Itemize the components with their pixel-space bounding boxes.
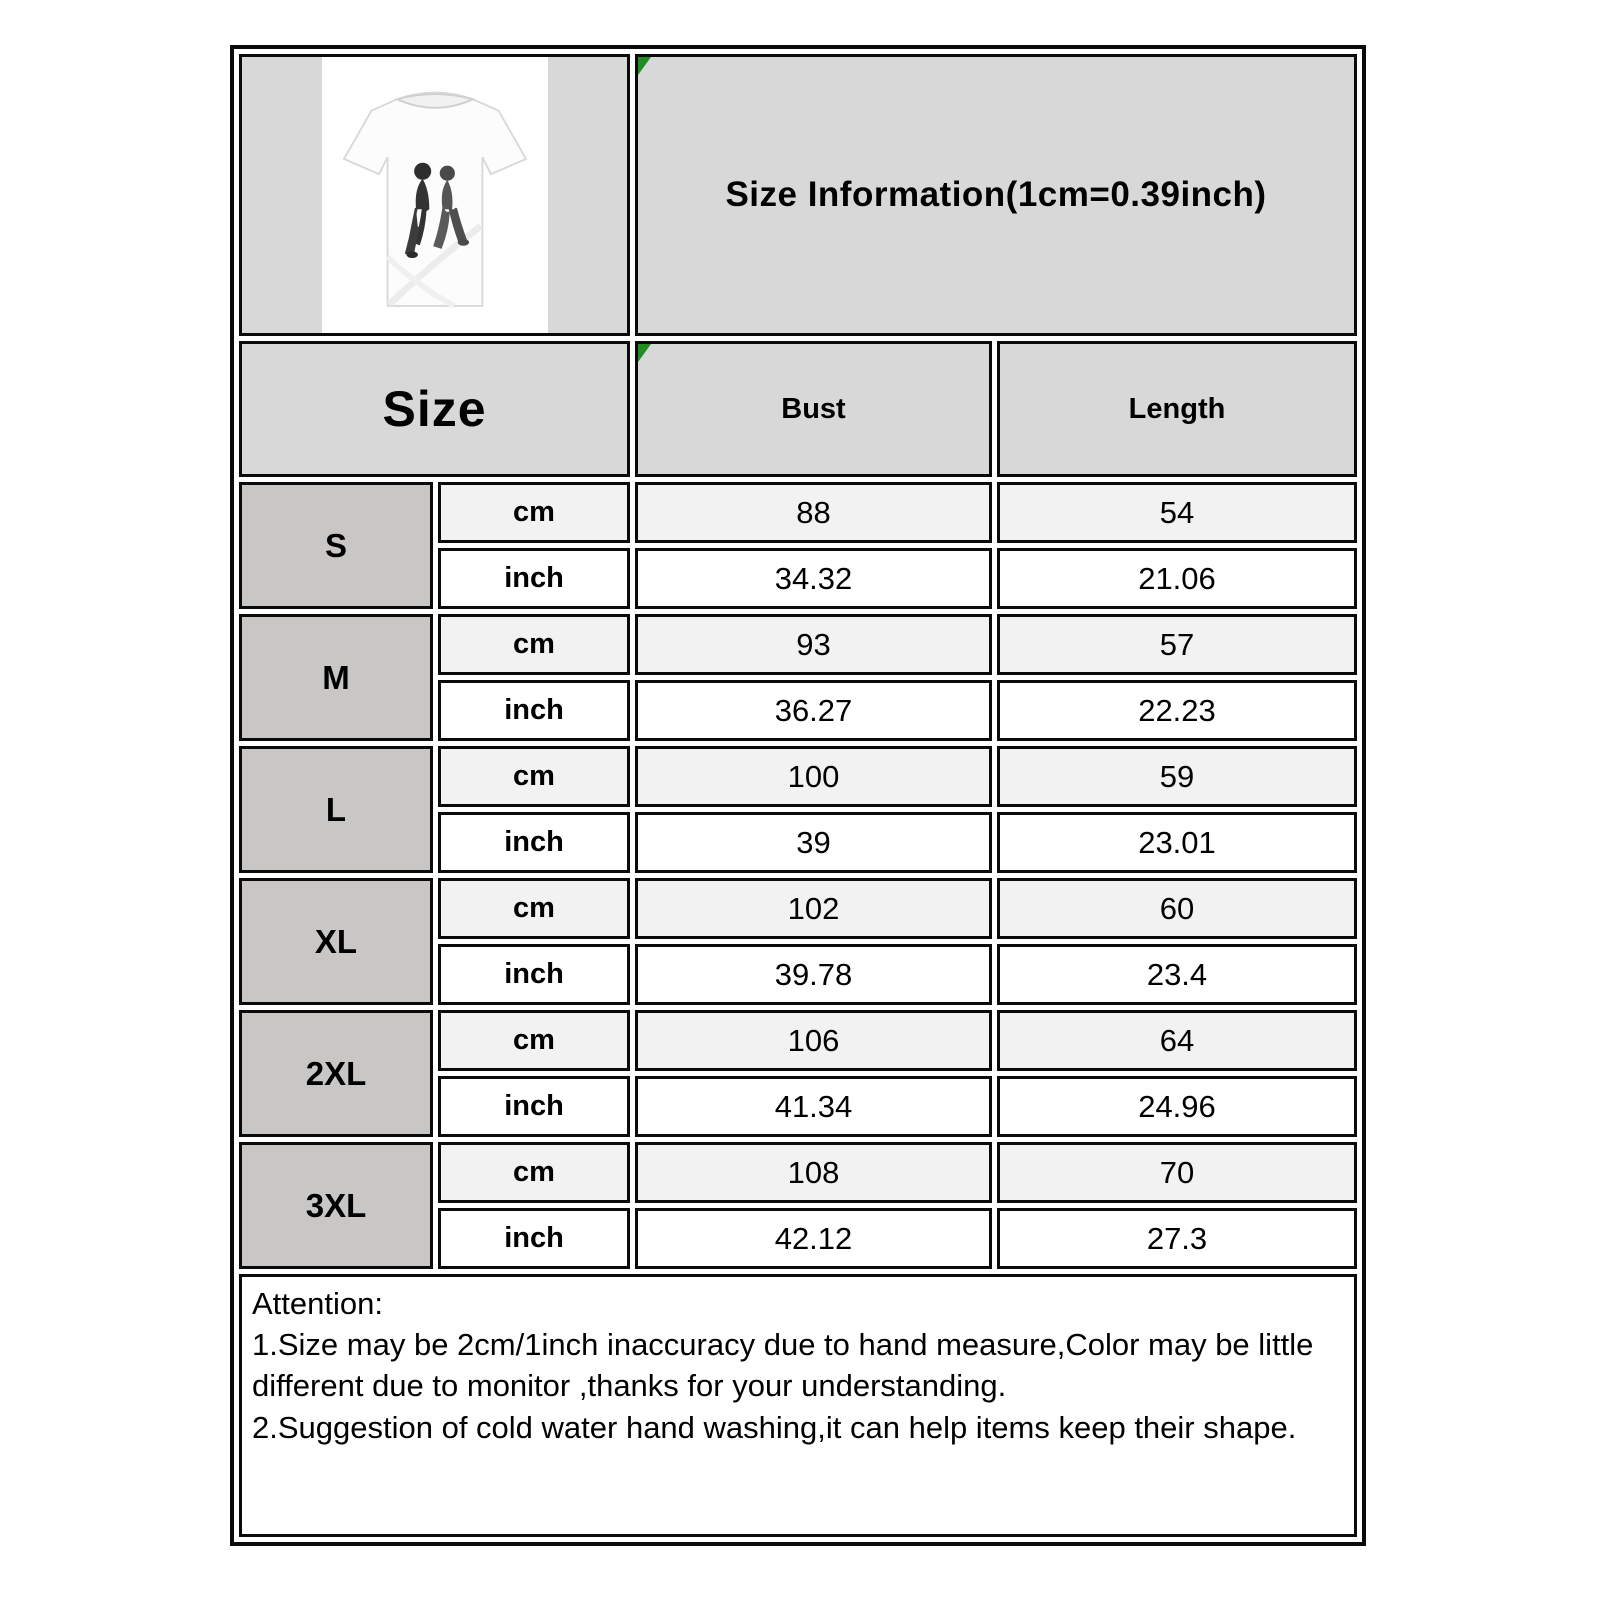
table-row	[239, 1010, 1357, 1071]
value-cell: 93	[635, 614, 992, 675]
table-row	[239, 746, 1357, 807]
value-cell: 57	[997, 614, 1357, 675]
unit-label-inch: inch	[438, 812, 630, 873]
attention-note-1: 1.Size may be 2cm/1inch inaccuracy due to hand measure,Color may be little different due to monitor ,thanks for your understanding.	[252, 1327, 1314, 1404]
unit-label-inch: inch	[438, 548, 630, 609]
unit-label-cm: cm	[438, 746, 630, 807]
value-cell: 106	[635, 1010, 992, 1071]
value-cell: 41.34	[635, 1076, 992, 1137]
value-cell: 23.4	[997, 944, 1357, 1005]
column-header-bust	[635, 341, 992, 477]
column-header-bust-label: Bust	[781, 392, 846, 425]
unit-label-inch: inch	[438, 1208, 630, 1269]
attention-heading: Attention:	[252, 1286, 383, 1321]
value-cell: 64	[997, 1010, 1357, 1071]
size-table	[234, 49, 1362, 1542]
unit-label-cm: cm	[438, 878, 630, 939]
unit-label-inch: inch	[438, 1076, 630, 1137]
unit-label-cm: cm	[438, 1142, 630, 1203]
value-cell: 100	[635, 746, 992, 807]
value-cell: 70	[997, 1142, 1357, 1203]
value-cell: 39.78	[635, 944, 992, 1005]
value-cell: 60	[997, 878, 1357, 939]
value-cell: 36.27	[635, 680, 992, 741]
product-photo-frame	[322, 57, 548, 333]
sheet-title: Size Information(1cm=0.39inch)	[725, 175, 1267, 214]
size-chart-sheet	[230, 45, 1366, 1546]
table-row	[239, 614, 1357, 675]
value-cell: 42.12	[635, 1208, 992, 1269]
value-cell: 21.06	[997, 548, 1357, 609]
sheet-title-cell	[635, 54, 1357, 336]
value-cell: 59	[997, 746, 1357, 807]
size-label-3xl: 3XL	[239, 1142, 433, 1269]
product-photo	[242, 57, 627, 333]
value-cell: 54	[997, 482, 1357, 543]
value-cell: 102	[635, 878, 992, 939]
corner-marker-icon	[638, 57, 651, 75]
size-label-xl: XL	[239, 878, 433, 1005]
size-label-m: M	[239, 614, 433, 741]
column-header-length-label: Length	[1128, 392, 1226, 425]
unit-label-inch: inch	[438, 680, 630, 741]
unit-label-cm: cm	[438, 482, 630, 543]
tshirt-image	[330, 67, 540, 323]
value-cell: 108	[635, 1142, 992, 1203]
unit-label-cm: cm	[438, 1010, 630, 1071]
value-cell: 27.3	[997, 1208, 1357, 1269]
attention-box	[239, 1274, 1357, 1537]
value-cell: 22.23	[997, 680, 1357, 741]
size-label-l: L	[239, 746, 433, 873]
corner-marker-icon	[638, 344, 651, 362]
unit-label-inch: inch	[438, 944, 630, 1005]
value-cell: 39	[635, 812, 992, 873]
column-header-size: Size	[239, 341, 630, 477]
value-cell: 23.01	[997, 812, 1357, 873]
table-row	[239, 1142, 1357, 1203]
size-label-2xl: 2XL	[239, 1010, 433, 1137]
product-photo-cell	[239, 54, 630, 336]
size-label-s: S	[239, 482, 433, 609]
value-cell: 34.32	[635, 548, 992, 609]
attention-note-2: 2.Suggestion of cold water hand washing,it can help items keep their shape.	[252, 1409, 1297, 1445]
value-cell: 88	[635, 482, 992, 543]
table-row	[239, 878, 1357, 939]
unit-label-cm: cm	[438, 614, 630, 675]
table-row	[239, 482, 1357, 543]
column-header-length	[997, 341, 1357, 477]
value-cell: 24.96	[997, 1076, 1357, 1137]
